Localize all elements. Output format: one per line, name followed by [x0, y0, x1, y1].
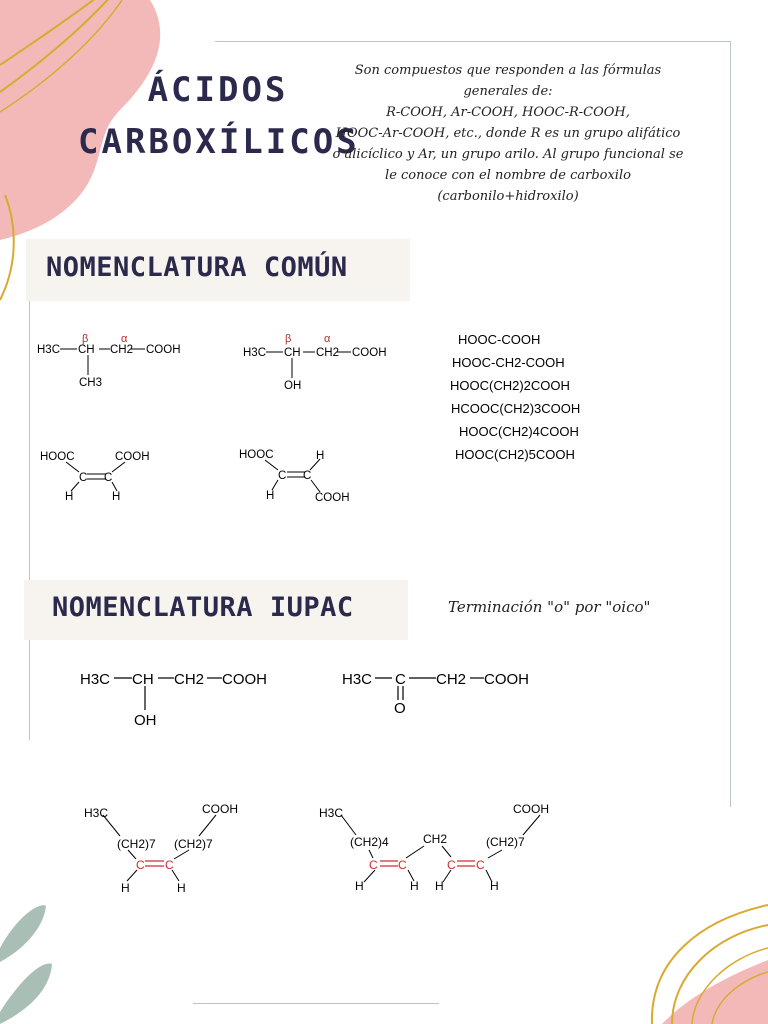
text-label: COOH [484, 671, 529, 688]
text-label: COOH [315, 492, 350, 504]
text-label: OH [284, 380, 302, 392]
text-label: H [435, 879, 444, 893]
text-label: H [65, 491, 74, 503]
text-label: H3C [243, 347, 267, 359]
text-label: C [398, 858, 407, 872]
page-title-line1: ÁCIDOS [147, 70, 289, 110]
page-title-line2: CARBOXÍLICOS [78, 122, 360, 162]
text-label: H3C [319, 806, 344, 820]
text-label: COOH [202, 802, 238, 816]
text-label: H3C [342, 671, 373, 688]
intro-line: generales de: [463, 84, 553, 99]
text-label: CH2 [174, 671, 205, 688]
text-label: H [266, 490, 275, 502]
beta-label: β [82, 333, 89, 345]
intro-line: R-COOH, Ar-COOH, HOOC-R-COOH, [386, 105, 630, 120]
text-label: C [447, 858, 456, 872]
text-label: CH [78, 344, 95, 356]
text-label: H3C [37, 344, 61, 356]
text-label: COOH [513, 802, 549, 816]
text-label: C [278, 470, 287, 482]
intro-line: le conoce con el nombre de carboxilo [385, 168, 631, 183]
text-label: COOH [222, 671, 267, 688]
text-label: COOH [352, 347, 387, 359]
text-label: CH [132, 671, 154, 688]
diacid-formula: HOOC(CH2)4COOH [459, 424, 579, 439]
section-title-common: NOMENCLATURA COMÚN [46, 252, 348, 283]
text-label: O [394, 700, 406, 717]
text-label: H3C [84, 806, 109, 820]
text-label: (CH2)7 [486, 835, 525, 849]
text-label: CH2 [110, 344, 134, 356]
intro-line: o alicíclico y Ar, un grupo arilo. Al grupo funcional se [332, 147, 684, 162]
text-label: C [136, 858, 145, 872]
beta-label: β [285, 333, 292, 345]
text-label: C [104, 472, 113, 484]
text-label: H [355, 879, 364, 893]
section-title-iupac: NOMENCLATURA IUPAC [52, 592, 354, 623]
text-label: H3C [80, 671, 111, 688]
text-label: (CH2)7 [117, 837, 156, 851]
text-label: CH2 [316, 347, 340, 359]
intro-line: (carbonilo+hidroxilo) [437, 189, 579, 204]
text-label: C [303, 470, 312, 482]
text-label: C [79, 472, 88, 484]
text-label: C [165, 858, 174, 872]
alpha-label: α [121, 333, 128, 345]
diacid-formula: HOOC(CH2)2COOH [450, 378, 570, 393]
diacid-formula: HCOOC(CH2)3COOH [451, 401, 581, 416]
iupac-note: Terminación "o" por "oico" [448, 598, 651, 616]
text-label: CH2 [423, 832, 448, 846]
text-label: COOH [146, 344, 181, 356]
text-label: H [112, 491, 121, 503]
text-label: H [177, 881, 186, 895]
text-label: H [316, 450, 325, 462]
text-label: CH2 [436, 671, 467, 688]
text-label: HOOC [40, 451, 75, 463]
text-label: H [121, 881, 130, 895]
text-label: OH [134, 712, 157, 729]
text-label: H [410, 879, 419, 893]
text-label: CH3 [79, 377, 103, 389]
text-label: (CH2)4 [350, 835, 389, 849]
diacid-formula: HOOC(CH2)5COOH [455, 447, 575, 462]
diacid-formula: HOOC-COOH [458, 332, 541, 347]
text-label: C [369, 858, 378, 872]
text-label: CH [284, 347, 301, 359]
text-label: C [476, 858, 485, 872]
text-label: COOH [115, 451, 150, 463]
text-label: (CH2)7 [174, 837, 213, 851]
intro-line: HOOC-Ar-COOH, etc., donde R es un grupo alifático [335, 126, 681, 141]
text-label: H [490, 879, 499, 893]
text-label: C [395, 671, 406, 688]
intro-line: Son compuestos que responden a las fórmulas [354, 63, 662, 78]
diacid-formula: HOOC-CH2-COOH [452, 355, 565, 370]
text-label: HOOC [239, 449, 274, 461]
alpha-label: α [324, 333, 331, 345]
